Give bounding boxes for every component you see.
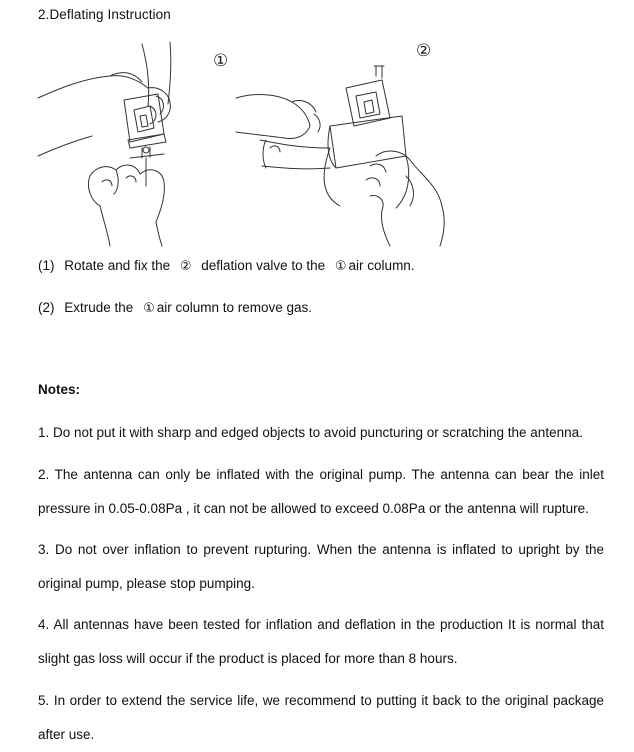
column-marker: ① [143,300,155,315]
step-1 [38,258,415,274]
figure-2-label: ② [416,41,432,61]
note-item: 5. In order to extend the service life, we recommend to putting it back to the original package after use. [38,693,604,742]
step-text: Extrude the [64,300,134,315]
valve-marker: ② [179,258,192,273]
figure-1-hands-rotating-valve [38,42,171,246]
note-item: 1. Do not put it with sharp and edged objects to avoid puncturing or scratching the antenna. [38,425,583,440]
note-item: 4. All antennas have been tested for inflation and deflation in the production It is normal that slight gas loss will occur if the product is placed for more than 8 hours. [38,617,604,666]
column-marker: ① [334,258,347,273]
notes-title: Notes: [38,382,81,397]
deflating-illustration [30,36,470,248]
step-text: air column to remove gas. [156,300,313,315]
step-text: air column. [348,258,415,273]
step-text: deflation valve to the [201,258,326,273]
figure-1-label: ① [213,51,229,71]
step-number: (2) [38,300,55,315]
step-number: (1) [38,258,55,273]
note-item: 2. The antenna can only be inflated with the original pump. The antenna can bear the inlet pressure in 0.05-0.08Pa , it can not be allowed to exceed 0.08Pa or the antenna will rupture. [38,467,604,516]
section-heading: 2.Deflating Instruction [38,7,171,22]
figure-2-hands-pressing-column [236,66,444,246]
step-2 [38,300,312,316]
step-text: Rotate and fix the [64,258,171,273]
note-item: 3. Do not over inflation to prevent rupturing. When the antenna is inflated to upright by the original pump, please stop pumping. [38,542,604,591]
